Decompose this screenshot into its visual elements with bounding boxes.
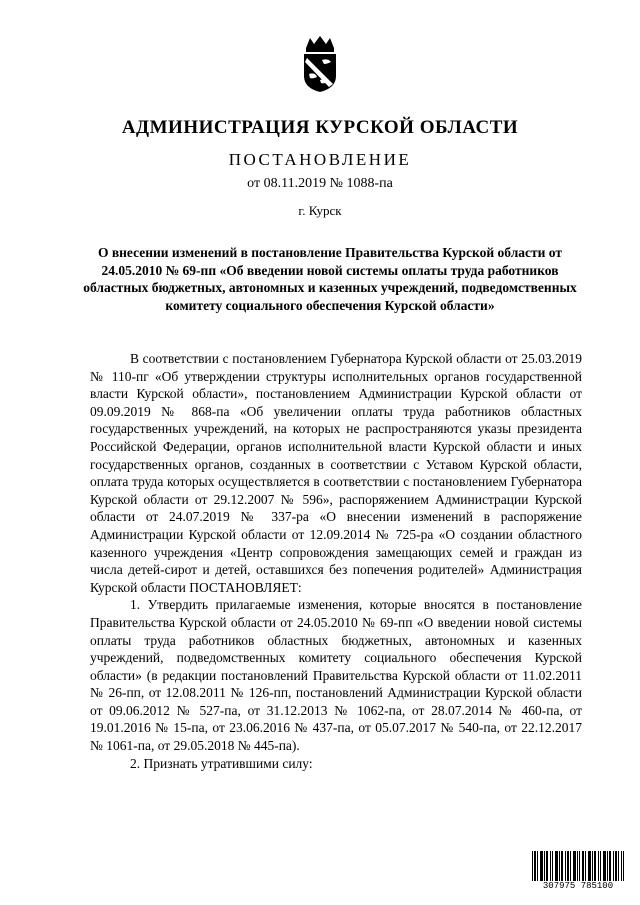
barcode-bars-icon xyxy=(532,851,624,881)
barcode-number: 307975 785100 xyxy=(542,881,614,891)
coat-of-arms-icon xyxy=(298,34,342,94)
organization-name: АДМИНИСТРАЦИЯ КУРСКОЙ ОБЛАСТИ xyxy=(121,117,519,138)
barcode xyxy=(532,851,624,891)
paragraph-item-2: 2. Признать утратившими силу: xyxy=(130,755,313,771)
paragraph-item-1: 1. Утвердить прилагаемые изменения, которые вносятся в постановление Правительства Курской области от 24.05.2010 № 69-пп «О введении новой системы оплаты труда работников областных бюджетных, автономных и казенных учреждений, подведомственных комитету социального обеспечения Курской области» (в редакции постановлений Правительства Курской области от 11.02.2011 № 26-пп, от 12.08.2011 № 126-пп, постановлений Администрации Курской области от 09.06.2012 № 527-па, от 31.12.2013 № 1062-па, от 28.07.2014 № 460-па, от 19.01.2016 № 15-па, от 23.06.2016 № 437-па, от 05.07.2017 № 540-па, от 22.12.2017 № 1061-па, от 29.05.2018 № 445-па). xyxy=(90,597,582,754)
document-body xyxy=(90,350,582,772)
document-date-number: от 08.11.2019 № 1088-па xyxy=(247,176,393,191)
document-city: г. Курск xyxy=(298,203,342,218)
document-title: О внесении изменений в постановление Правительства Курской области от 24.05.2010 № 69-пп «Об введении новой системы оплаты труда работников областных бюджетных, автономных и казенных учреждений, подведомственных комитету социального обеспечения Курской области» xyxy=(83,245,577,313)
document-type: ПОСТАНОВЛЕНИЕ xyxy=(228,150,412,169)
paragraph-preamble: В соответствии с постановлением Губернатора Курской области от 25.03.2019 № 110-пг «Об утверждении структуры исполнительных органов государственной власти Курской области», постановлением Администрации Курской области от 09.09.2019 № 868-па «Об увеличении оплаты труда работников областных государственных учреждений, на которых не распространяются указы президента Российской Федерации, органов исполнительной власти Курской области и иных государственных органов, созданных в соответствии с Уставом Курской области, оплата труда которых осуществляется в соответствии с постановлением Губернатора Курской области от 29.12.2007 № 596», распоряжением Администрации Курской области от 24.07.2019 № 337-ра «О внесении изменений в распоряжение Администрации Курской области от 12.09.2014 № 725-ра «О создании областного казенного учреждения «Центр сопровождения замещающих семей и граждан из числа детей-сирот и детей, оставшихся без попечения родителей» Администрация Курской области ПОСТАНОВЛЯЕТ: xyxy=(90,351,582,595)
